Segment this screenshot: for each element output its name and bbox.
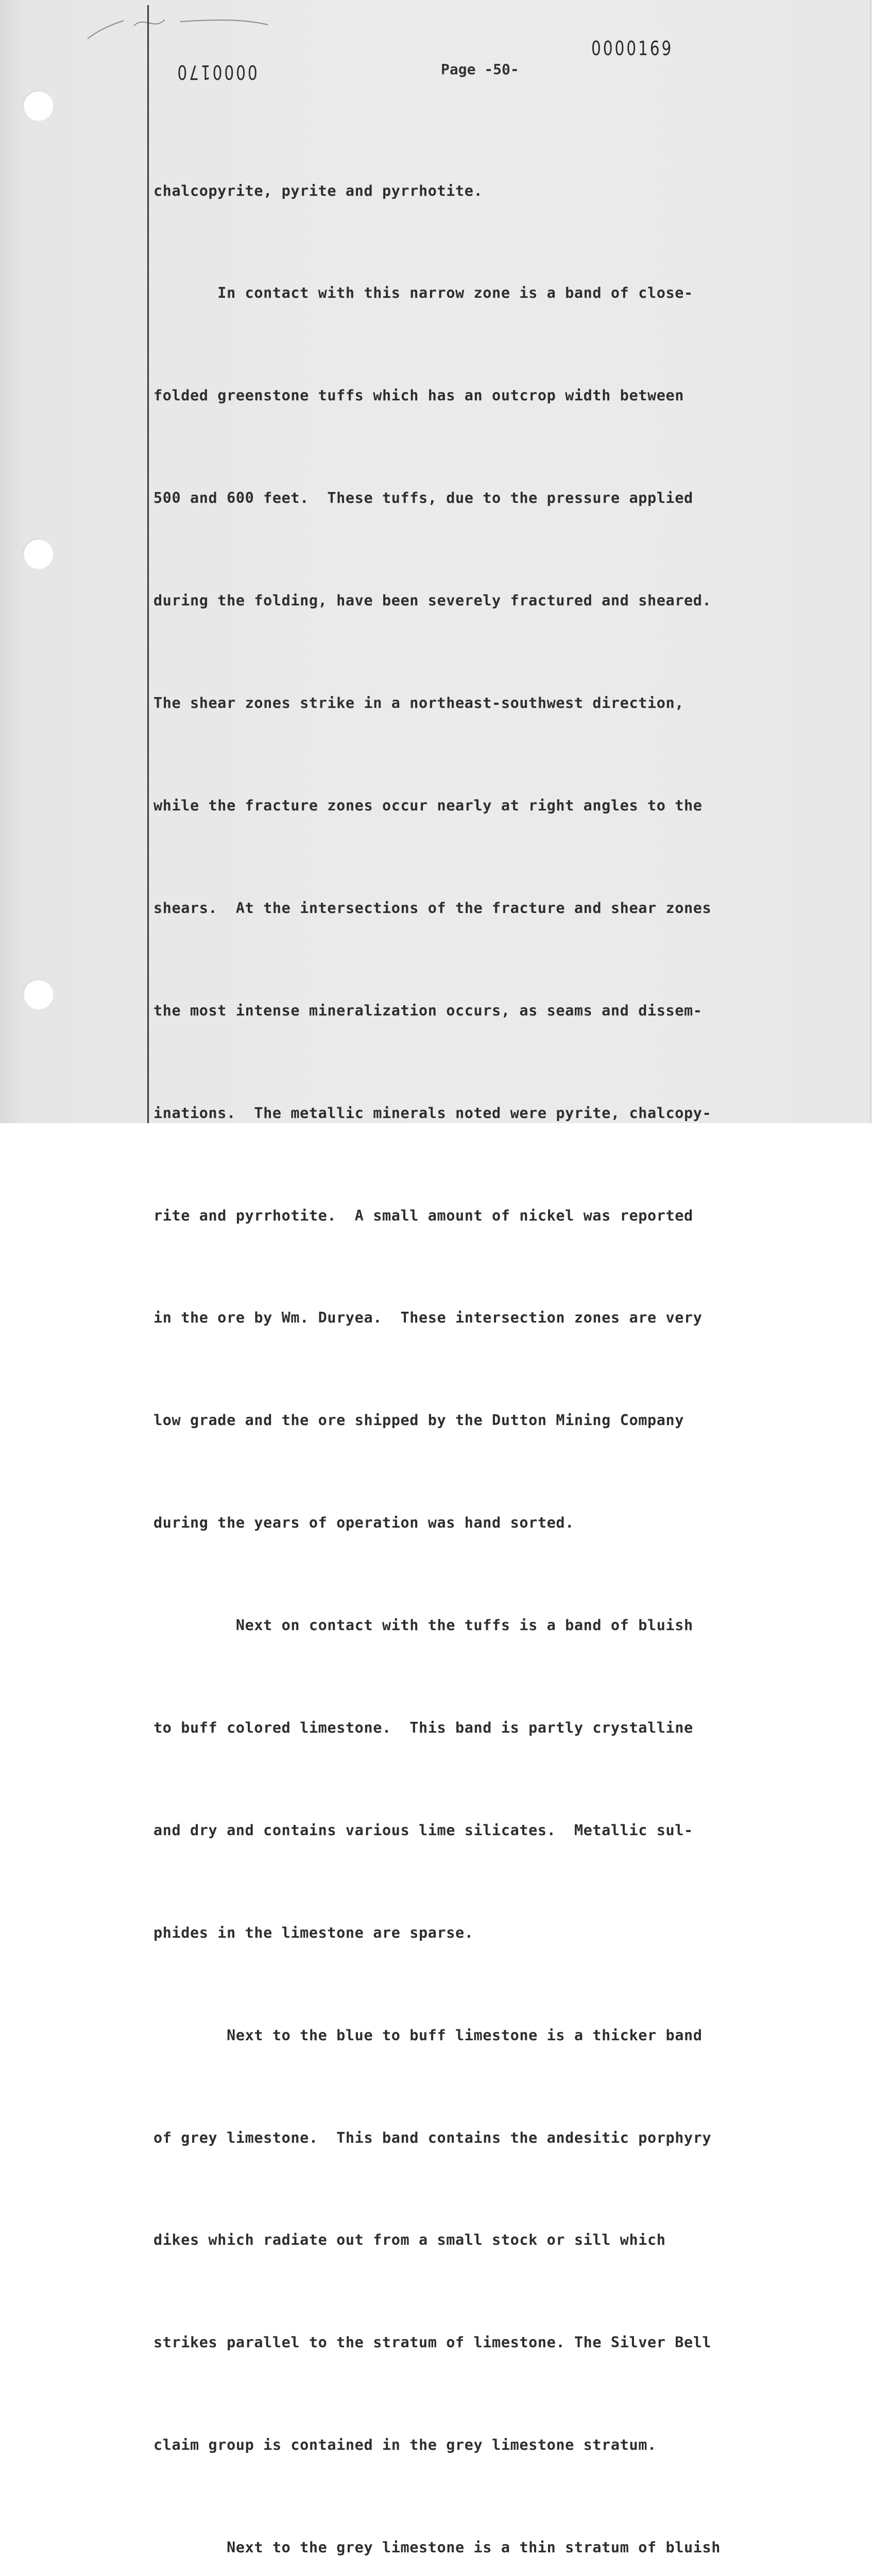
text-line: to buff colored limestone. This band is partly crystalline bbox=[153, 1719, 693, 1736]
text-line: Next to the grey limestone is a thin stratum of bluish bbox=[153, 2539, 721, 2556]
pencil-mark-graphic bbox=[77, 10, 283, 46]
text-line: and dry and contains various lime silicates. Metallic sul- bbox=[153, 1821, 693, 1839]
text-line: during the folding, have been severely fractured and sheared. bbox=[153, 592, 712, 609]
text-line: during the years of operation was hand sorted. bbox=[153, 1514, 574, 1532]
text-line: Next on contact with the tuffs is a band of bluish bbox=[153, 1617, 693, 1634]
text-line: phides in the limestone are sparse. bbox=[153, 1924, 474, 1941]
text-line: rite and pyrrhotite. A small amount of nickel was reported bbox=[153, 1207, 693, 1224]
text-line: the most intense mineralization occurs, as seams and dissem- bbox=[153, 1002, 703, 1019]
text-line: in the ore by Wm. Duryea. These intersection zones are very bbox=[153, 1309, 703, 1327]
text-line: chalcopyrite, pyrite and pyrrhotite. bbox=[153, 182, 483, 199]
left-margin-rule bbox=[147, 5, 149, 1123]
binder-hole bbox=[23, 538, 54, 569]
document-id-stamp-inverted: 0000170 bbox=[175, 61, 258, 83]
text-line: Next to the blue to buff limestone is a thicker band bbox=[153, 2026, 703, 2044]
page-number: Page -50- bbox=[441, 61, 519, 78]
text-line: low grade and the ore shipped by the Dutton Mining Company bbox=[153, 1412, 684, 1429]
text-line: strikes parallel to the stratum of limestone. The Silver Bell bbox=[153, 2334, 712, 2351]
text-line: folded greenstone tuffs which has an outcrop width between bbox=[153, 387, 684, 404]
text-line: shears. At the intersections of the fracture and shear zones bbox=[153, 899, 712, 917]
document-id-stamp: 0000169 bbox=[591, 37, 674, 60]
binder-hole bbox=[23, 90, 54, 121]
text-line: In contact with this narrow zone is a band of close- bbox=[153, 284, 693, 302]
text-line: The shear zones strike in a northeast-southwest direction, bbox=[153, 694, 684, 712]
binder-hole bbox=[23, 979, 54, 1010]
text-line: 500 and 600 feet. These tuffs, due to the pressure applied bbox=[153, 489, 693, 507]
text-line: inations. The metallic minerals noted were pyrite, chalcopy- bbox=[153, 1104, 712, 1122]
text-line: dikes which radiate out from a small stock or sill which bbox=[153, 2231, 666, 2249]
text-line: while the fracture zones occur nearly at right angles to the bbox=[153, 796, 703, 814]
text-line: claim group is contained in the grey limestone stratum. bbox=[153, 2436, 657, 2454]
body-text bbox=[153, 106, 813, 2576]
text-line: of grey limestone. This band contains the andesitic porphyry bbox=[153, 2129, 712, 2146]
